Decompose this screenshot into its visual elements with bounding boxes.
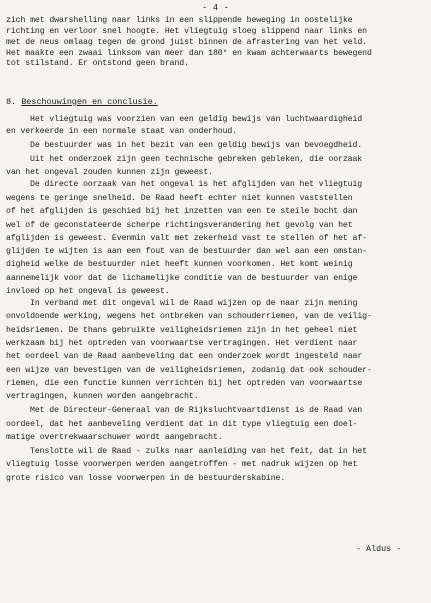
body-line: onvoldoende werking, wegens het ontbreken van schouderriemen, van de veilig- <box>6 312 372 321</box>
section-number: 8. <box>6 97 17 107</box>
body-line: afglijden is geweest. Evenmin valt met zekerheid vast te stellen of het af- <box>6 234 367 243</box>
body-line: vliegtuig losse voorwerpen werden aangetroffen - met nadruk wijzen op het <box>6 460 358 469</box>
body-line: De directe oorzaak van het ongeval is het afglijden van het vliegtuig <box>30 180 363 189</box>
section-title: Beschouwingen en conclusie. <box>21 97 158 107</box>
body-line: In verband met dit ongeval wil de Raad wijzen op de naar zijn mening <box>30 299 358 308</box>
body-line: heidsriemen. De thans gebruikte veiligheidsriemen zijn in het geheel niet <box>6 326 358 335</box>
intro-line: met de neus omlaag tegen de grond juist binnen de afrastering van het veld. <box>6 38 367 47</box>
body-line: wel of de geconstateerde scherpe richtingsverandering het gevolg van het <box>6 221 353 230</box>
body-line: Het vliegtuig was voorzien van een geldig bewijs van luchtwaardigheid <box>30 115 363 124</box>
body-line: grote risico van losse voorwerpen in de bestuurderskabine. <box>6 474 286 483</box>
body-line: digheid welke de bestuurder niet heeft kunnen voorkomen. Het komt weinig <box>6 260 353 269</box>
body-line: Met de Directeur-Generaal van de Rijksluchtvaartdienst is de Raad van <box>30 406 363 415</box>
body-line: een wijze van bevestigen van de veiligheidsriemen, zodanig dat ook schouder- <box>6 366 372 375</box>
body-line: oordeel, dat het aanbeveling verdient dat in dit type vliegtuig een doel- <box>6 420 358 429</box>
section-heading <box>6 97 158 107</box>
body-line: Tenslotte wil de Raad - zulks naar aanleiding van het feit, dat in het <box>30 447 367 456</box>
body-line: matige overtrekwaarschuwer wordt aangebracht. <box>6 433 223 442</box>
body-line: aannemelijk voor dat de lichamelijke conditie van de bestuurder van enige <box>6 274 358 283</box>
body-line: van het ongeval zouden kunnen zijn geweest. <box>6 168 213 177</box>
body-line: wegens te geringe snelheid. De Raad heeft echter niet kunnen vaststellen <box>6 194 353 203</box>
body-line: werkzaam bij het optreden van voorwaartse vertragingen. Het verdient naar <box>6 339 358 348</box>
body-line: of het afglijden is geschied bij het inzetten van een te steile bocht dan <box>6 207 358 216</box>
intro-line: Het maakte een zwaai linksom van meer dan 180° en kwam achterwaarts bewegend <box>6 49 372 58</box>
body-line: vertragingen, kunnen worden aangebracht. <box>6 392 199 401</box>
body-line: en verkeerde in een normale staat van onderhoud. <box>6 127 238 136</box>
body-line: riemen, die een functie kunnen verrichten bij het optreden van voorwaartse <box>6 379 363 388</box>
intro-line: tot stilstand. Er ontstond geen brand. <box>6 59 189 68</box>
body-line: het oordeel van de Raad aanbeveling dat een onderzoek wordt ingesteld naar <box>6 352 363 361</box>
body-line: De bestuurder was in het bezit van een geldig bewijs van bevoegdheid. <box>30 141 363 150</box>
body-line: glijden te wijten is aan een fout van de bestuurder dan wel aan een omstan- <box>6 247 367 256</box>
body-line: invloed op het ongeval is geweest. <box>6 287 170 296</box>
body-line: Uit het onderzoek zijn geen technische gebreken gebleken, die oorzaak <box>30 155 363 164</box>
closing-signoff: - Aldus - <box>356 544 402 554</box>
intro-line: zich met dwarshelling naar links in een slippende beweging in oostelijke <box>6 16 353 25</box>
intro-line: richting en verloor snel hoogte. Het vliegtuig sloeg slippend naar links en <box>6 27 367 36</box>
page-number: - 4 - <box>201 3 229 13</box>
